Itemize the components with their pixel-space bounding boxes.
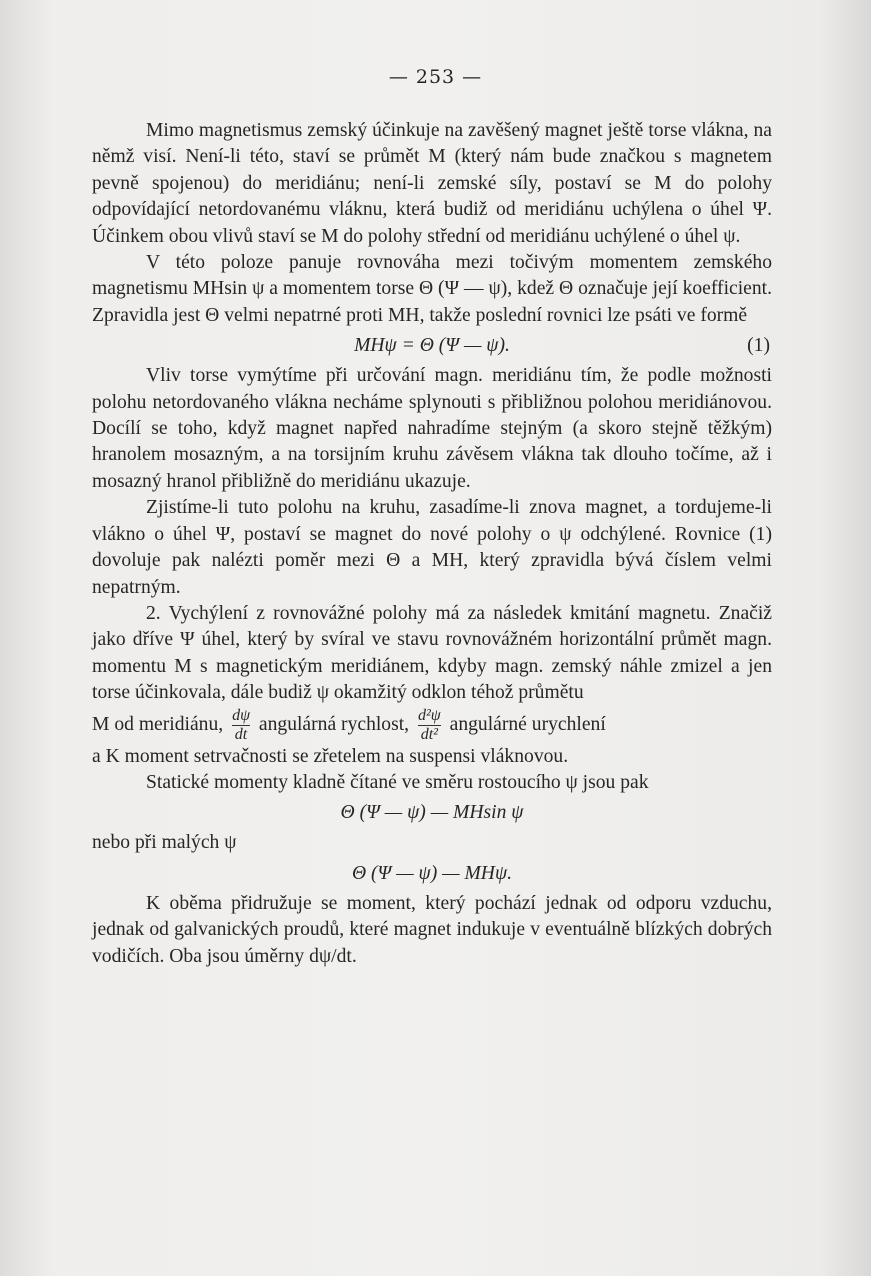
derivative-line-a: M od meridiánu, [92,713,224,735]
angular-acceleration-fraction [418,707,441,744]
paragraph-5: 2. Vychýlení z rovnovážné polohy má za následek kmitání magnetu. Značiž jako dříve Ψ úhel, který by svíral ve stavu rovnovážném horizontální průmět magn. momentu M s magnetickým meridiánem, kdyby magn. zemský náhle zmizel a jen torse účinkovala, dále budiž ψ okamžitý odklon téhož průmětu [92,602,772,704]
paragraph-2: V této poloze panuje rovnováha mezi točivým momentem zemského magnetismu MHsin ψ a momentem torse Θ (Ψ — ψ), kdež Θ označuje její koefficient. Zpravidla jest Θ velmi nepatrné proti MH, takže poslední rovnici lze psáti ve formě [92,252,772,326]
paragraph-5-end: a K moment setrvačnosti se zřetelem na suspensi vláknovou. [92,745,569,767]
fraction-1-numerator: dψ [232,706,250,724]
angular-velocity-fraction [232,707,250,744]
paragraph-6: Statické momenty kladně čítané ve směru rostoucího ψ jsou pak [146,771,649,793]
body-text [92,118,772,970]
equation-2: Θ (Ψ — ψ) — MHsin ψ [340,802,524,824]
paragraph-3: Vliv torse vymýtíme při určování magn. meridiánu tím, že podle možnosti polohu netordovaného vlákna necháme splynouti s přibližnou polohou meridiánovou. Docílí se toho, když magnet napřed nahradíme stejným (a skoro stejně těžkým) hranolem mosazným, a na torsijním kruhu závěsem vlákna tak dlouho točíme, až i mosazný hranol přibližně do meridiánu ukazuje. [92,365,772,492]
equation-3: Θ (Ψ — ψ) — MHψ. [351,862,513,884]
page-number: — 253 — [388,66,483,88]
paragraph-4: Zjistíme-li tuto polohu na kruhu, zasadíme-li znova magnet, a tordujeme-li vlákno o úhel Ψ, postaví se magnet do nové polohy o ψ odchýlené. Rovnice (1) dovoluje pak nalézti poměr mezi Θ a MH, který zpravidla bývá číslem velmi nepatrným. [92,497,772,598]
derivative-line-c: angulárné urychlení [449,713,606,735]
paragraph-1: Mimo magnetismus zemský účinkuje na zavěšený magnet ještě torse vlákna, na němž visí. Není-li této, staví se průmět M (který nám bude značkou s magnetem pevně spojenou) do meridiánu; není-li zemské síly, postaví se M do polohy odpovídající netordovanému vláknu, která budiž od meridiánu uchýlena o úhel Ψ. Účinkem obou vlivů staví se M do polohy střední od meridiánu uchýlené o úhel ψ. [92,120,772,247]
fraction-2-denominator: dt² [418,725,441,744]
derivative-line [92,707,772,744]
paragraph-7: nebo při malých ψ [92,832,237,854]
equation-1-number: (1) [747,335,770,357]
equation-1-body: MHψ = Θ (Ψ — ψ). [354,335,510,357]
derivative-line-b: angulárná rychlost, [258,713,410,735]
equation-1 [92,331,772,361]
fraction-2-numerator: d²ψ [417,706,441,724]
paragraph-8: K oběma přidružuje se moment, který pochází jednak od odporu vzduchu, jednak od galvanických proudů, které magnet indukuje v eventuálně blízkých dobrých vodičích. Oba jsou úměrny dψ/dt. [92,892,772,967]
fraction-1-denominator: dt [232,725,250,744]
